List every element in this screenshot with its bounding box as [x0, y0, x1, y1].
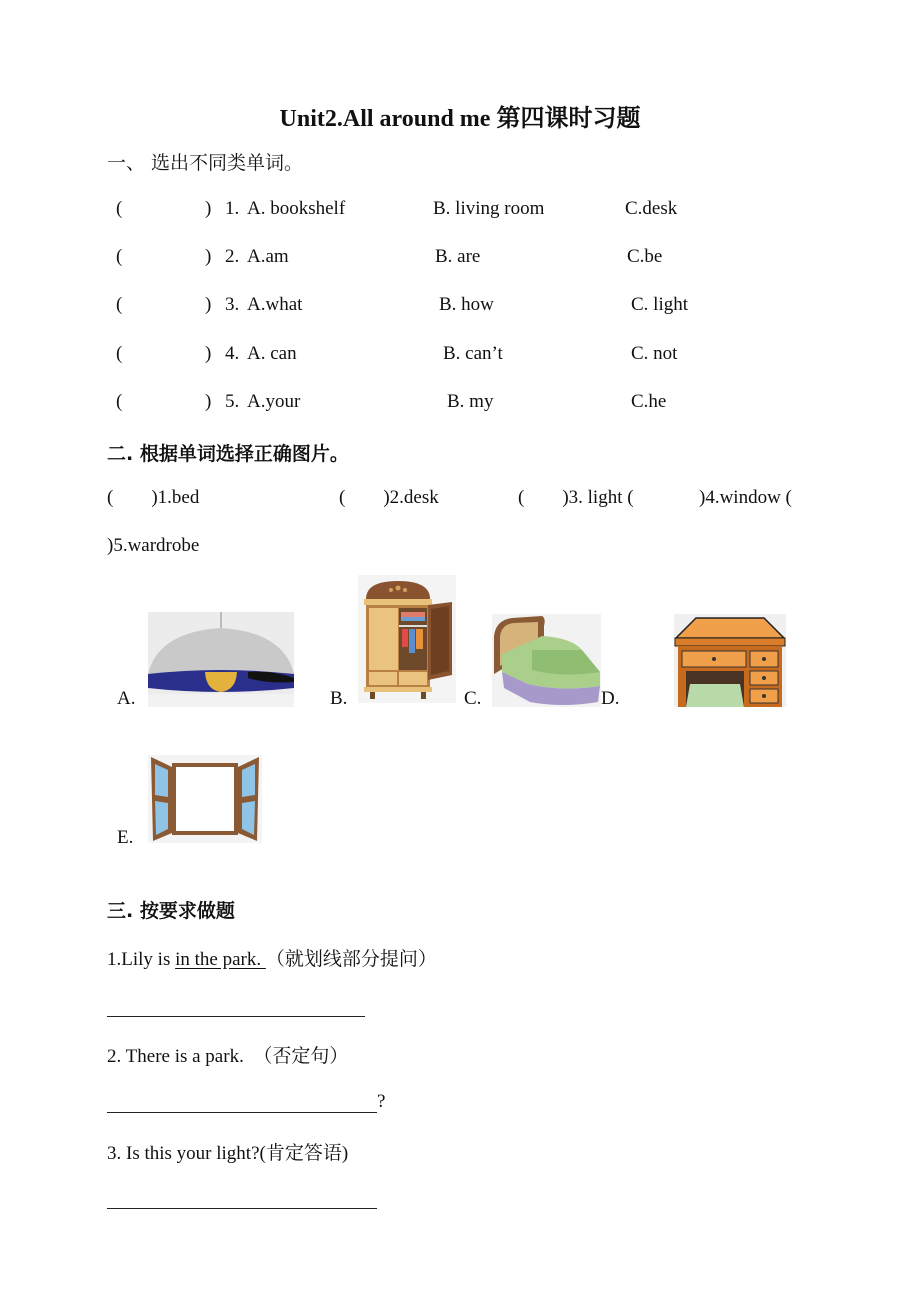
option-b: B. living room: [433, 198, 545, 219]
word-window[interactable]: )4.window (: [661, 487, 792, 508]
question-2: 2. There is a park. （否定句）: [107, 1046, 349, 1067]
answer-2-suffix: ?: [377, 1091, 386, 1112]
answer-blank-open[interactable]: (: [116, 391, 123, 412]
option-c: C. not: [631, 343, 678, 364]
option-b: B. my: [447, 391, 494, 412]
answer-blank-close: ): [205, 198, 212, 219]
desk-image: [674, 614, 786, 707]
question-number: 4.: [225, 343, 240, 364]
question-1-prefix: 1.Lily is: [107, 949, 176, 970]
picture-label-b: B.: [330, 688, 348, 709]
question-1-instruction: （就划线部分提问）: [265, 949, 437, 970]
question-number: 5.: [225, 391, 240, 412]
lamp-image: [148, 612, 294, 707]
option-b: B. how: [439, 294, 494, 315]
option-a: A.am: [247, 246, 289, 267]
window-image: [148, 755, 262, 843]
section-2-heading: 二. 根据单词选择正确图片。: [107, 443, 349, 465]
option-a: A.your: [247, 391, 301, 412]
word-light[interactable]: ( )3. light (: [518, 487, 634, 508]
picture-label-c: C.: [464, 688, 482, 709]
option-c: C. light: [631, 294, 689, 315]
question-1-underlined: in the park.: [175, 949, 266, 970]
answer-blank-open[interactable]: (: [116, 198, 123, 219]
question-3: 3. Is this your light?(肯定答语): [107, 1143, 349, 1164]
option-a: A. can: [247, 343, 297, 364]
question-number: 2.: [225, 246, 240, 267]
word-bed[interactable]: ( )1.bed: [107, 487, 200, 508]
page-title: Unit2.All around me 第四课时习题: [279, 106, 641, 132]
question-number: 3.: [225, 294, 240, 315]
question-1: [107, 944, 437, 971]
answer-blank-open[interactable]: (: [116, 294, 123, 315]
picture-label-a: A.: [117, 688, 136, 709]
question-number: 1.: [225, 198, 240, 219]
answer-blank-open[interactable]: (: [116, 246, 123, 267]
word-desk[interactable]: ( )2.desk: [339, 487, 439, 508]
option-b: B. can’t: [443, 343, 503, 364]
option-a: A.what: [247, 294, 303, 315]
picture-label-d: D.: [601, 688, 620, 709]
answer-line-2[interactable]: [107, 1112, 377, 1113]
answer-blank-close: ): [205, 246, 212, 267]
option-c: C.be: [627, 246, 663, 267]
bed-image: [492, 614, 601, 707]
answer-line-3[interactable]: [107, 1208, 377, 1209]
section-3-heading: 三. 按要求做题: [107, 900, 235, 922]
answer-blank-close: ): [205, 391, 212, 412]
section-1-heading: 一、 选出不同类单词。: [107, 152, 304, 174]
word-wardrobe[interactable]: )5.wardrobe: [107, 535, 200, 556]
option-c: C.desk: [625, 198, 678, 219]
option-a: A. bookshelf: [247, 198, 346, 219]
option-c: C.he: [631, 391, 667, 412]
answer-blank-close: ): [205, 294, 212, 315]
wardrobe-image: [358, 575, 456, 703]
answer-blank-close: ): [205, 343, 212, 364]
option-b: B. are: [435, 246, 481, 267]
picture-label-e: E.: [117, 827, 134, 848]
answer-blank-open[interactable]: (: [116, 343, 123, 364]
answer-line-1[interactable]: [107, 1016, 365, 1017]
